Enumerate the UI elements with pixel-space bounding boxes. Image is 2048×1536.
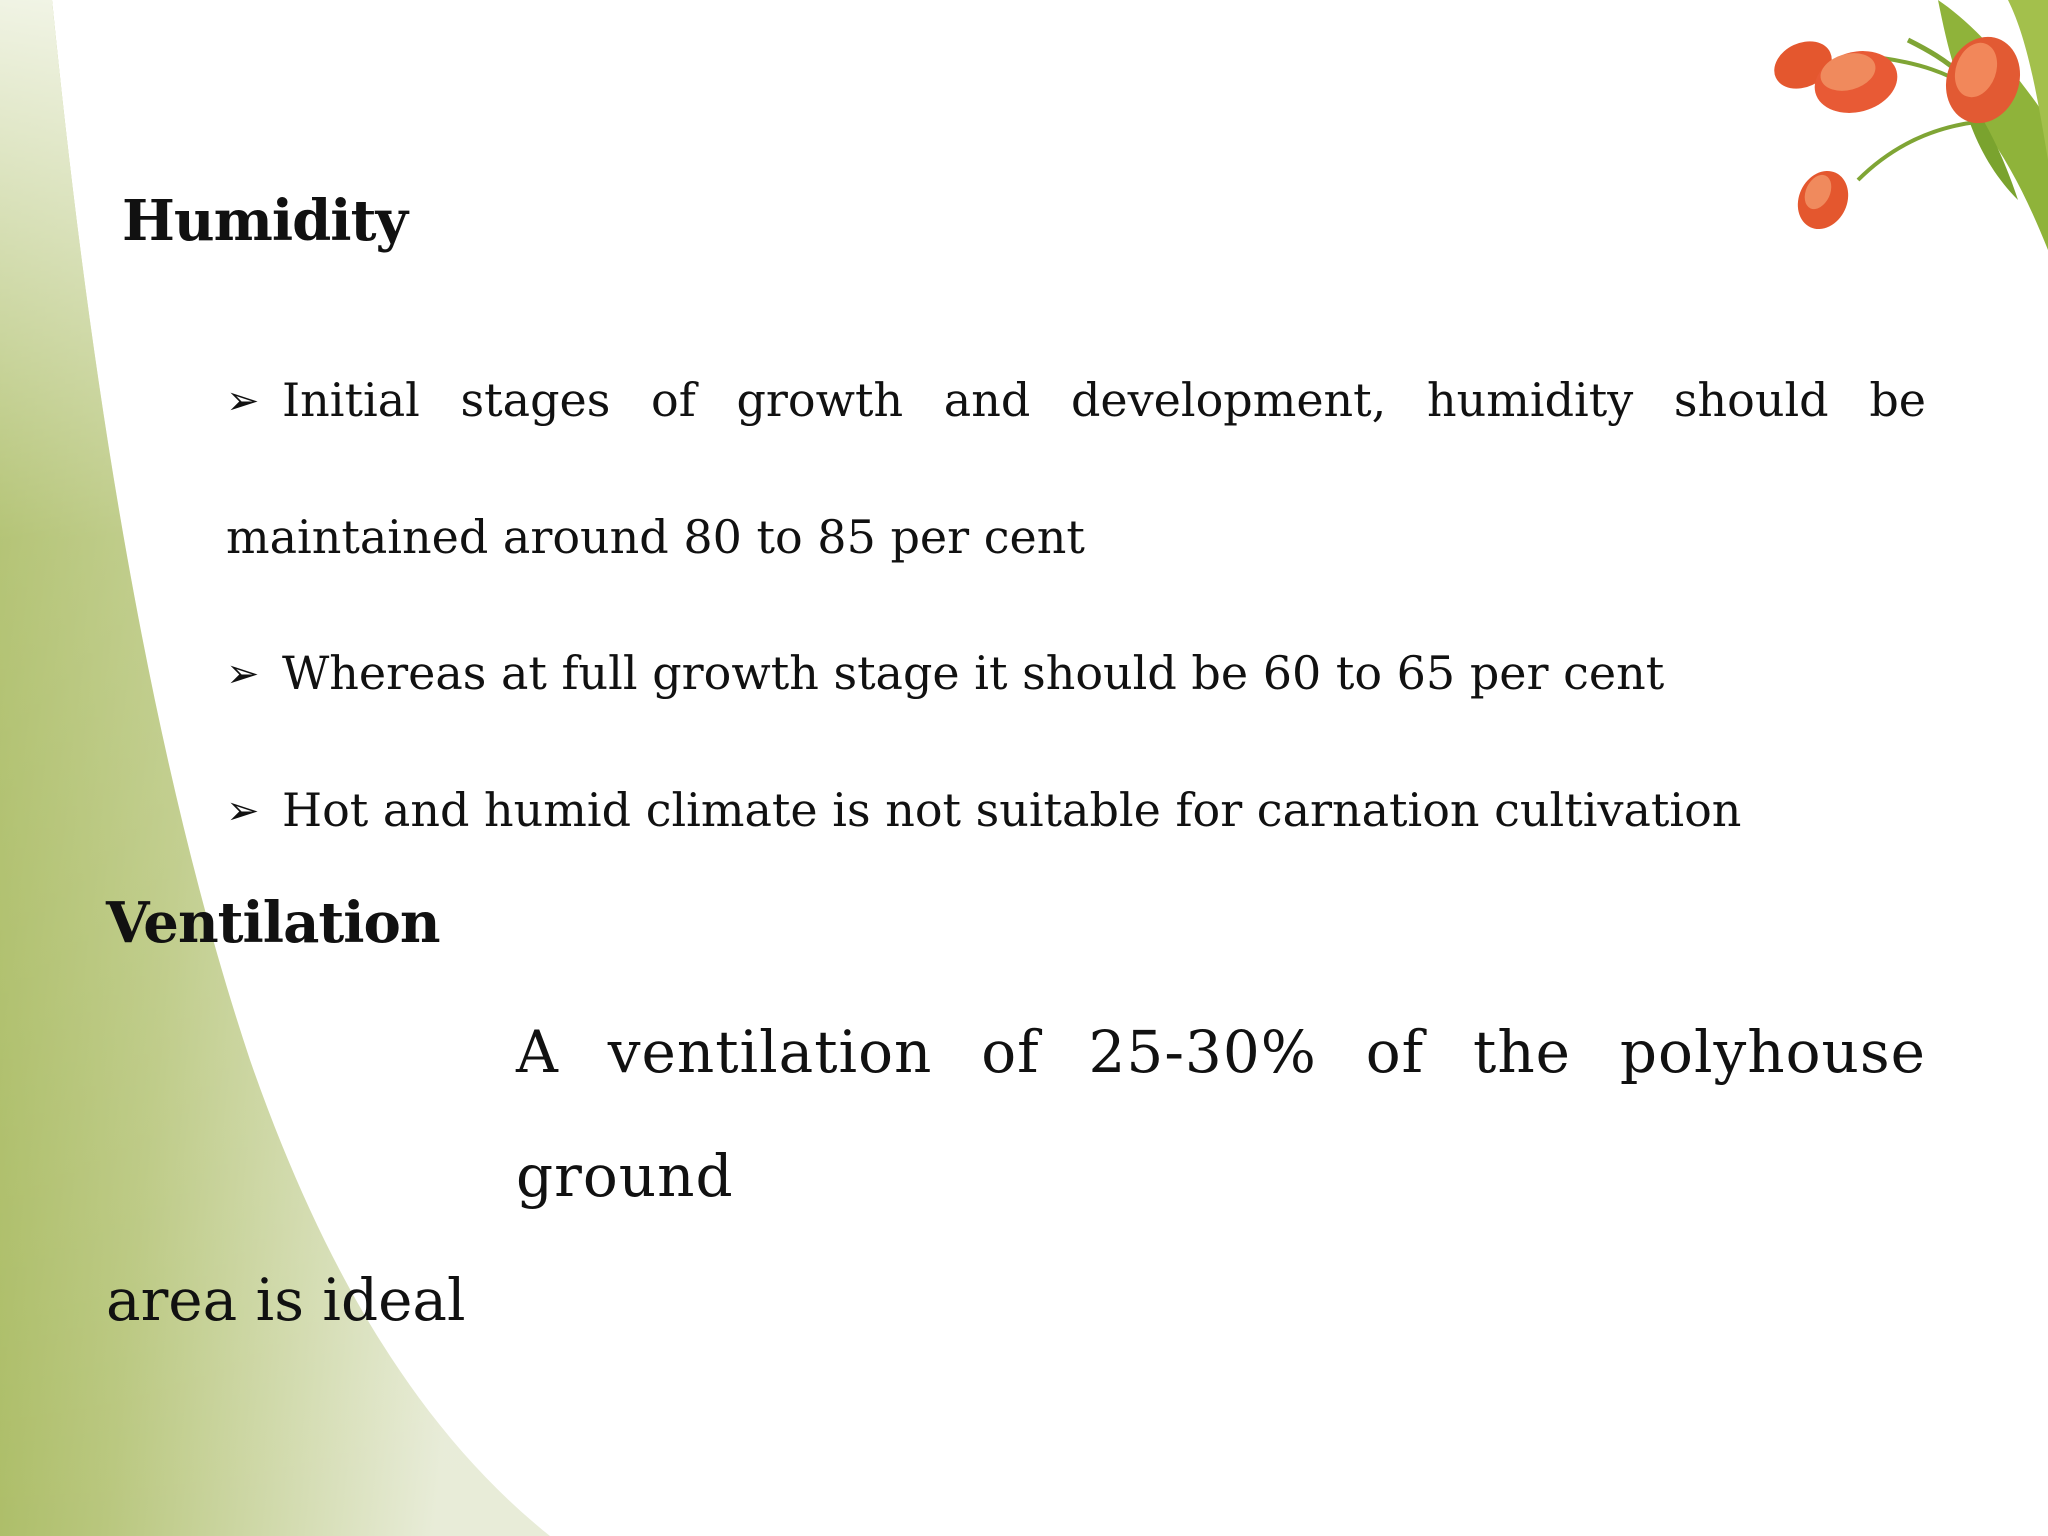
bullet-text: Hot and humid climate is not suitable for carnation cultivation: [282, 783, 1742, 837]
ventilation-text-line-1: A ventilation of 25-30% of the polyhouse ground: [516, 1018, 1926, 1210]
bullet-item: [226, 332, 1926, 605]
ventilation-text-line-2: area is ideal: [106, 1266, 466, 1334]
ventilation-paragraph: [106, 990, 1926, 1362]
bullet-text: Initial stages of growth and development, humidity should be: [282, 373, 1926, 427]
arrow-bullet-icon: ➢: [226, 378, 260, 424]
bullet-item: [226, 742, 1926, 879]
arrow-bullet-icon: ➢: [226, 651, 260, 697]
bullet-text: Whereas at full growth stage it should be 60 to 65 per cent: [282, 646, 1665, 700]
bullet-item: [226, 605, 1926, 742]
arrow-bullet-icon: ➢: [226, 788, 260, 834]
humidity-heading: Humidity: [122, 188, 407, 254]
humidity-bullet-list: [226, 332, 1926, 879]
ventilation-heading: Ventilation: [106, 890, 440, 956]
tulip-flowers-decoration: [1708, 0, 2048, 250]
bullet-first-line: [226, 332, 1926, 469]
bullet-continuation-text: maintained around 80 to 85 per cent: [226, 510, 1085, 564]
